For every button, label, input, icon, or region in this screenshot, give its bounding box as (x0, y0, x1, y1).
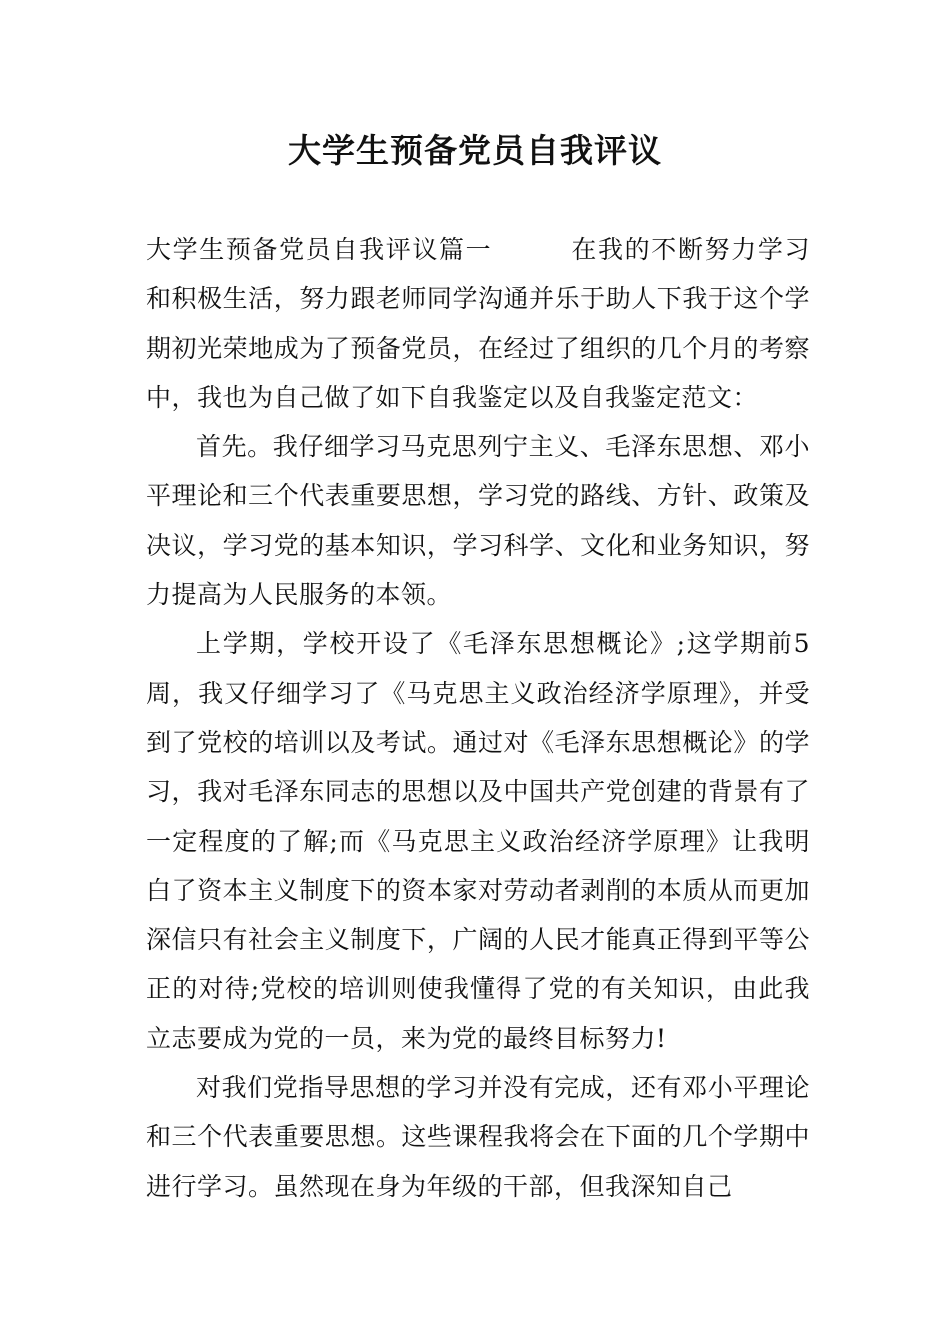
paragraph-guiding-thought: 对我们党指导思想的学习并没有完成，还有邓小平理论和三个代表重要思想。这些课程我将会在下面的几个学期中进行学习。虽然现在身为年级的干部，但我深知自己 (146, 1073, 810, 1201)
paragraph-intro-text: 在我的不断努力学习和积极生活，努力跟老师同学沟通并乐于助人下我于这个学期初光荣地成为了预备党员，在经过了组织的几个月的考察中，我也为自己做了如下自我鉴定以及自我鉴定范文： (146, 235, 810, 412)
document-title: 大学生预备党员自我评议 (288, 131, 662, 170)
paragraph-courses: 上学期，学校开设了《毛泽东思想概论》;这学期前5周，我又仔细学习了《马克思主义政治经济学原理》，并受到了党校的培训以及考试。通过对《毛泽东思想概论》的学习，我对毛泽东同志的思想以及中国共产党创建的背景有了一定程度的了解;而《马克思主义政治经济学原理》让我明白了资本主义制度下的资本家对劳动者剥削的本质从而更加深信只有社会主义制度下，广阔的人民才能真正得到平等公正的对待;党校的培训则使我懂得了党的有关知识，由此我立志要成为党的一员，来为党的最终目标努力! (146, 629, 810, 1053)
paragraph-intro (146, 225, 810, 422)
lead-heading: 大学生预备党员自我评议篇一 (146, 235, 493, 264)
document-body (146, 225, 810, 1211)
paragraph-study: 首先。我仔细学习马克思列宁主义、毛泽东思想、邓小平理论和三个代表重要思想，学习党的路线、方针、政策及决议，学习党的基本知识，学习科学、文化和业务知识，努力提高为人民服务的本领。 (146, 432, 810, 610)
